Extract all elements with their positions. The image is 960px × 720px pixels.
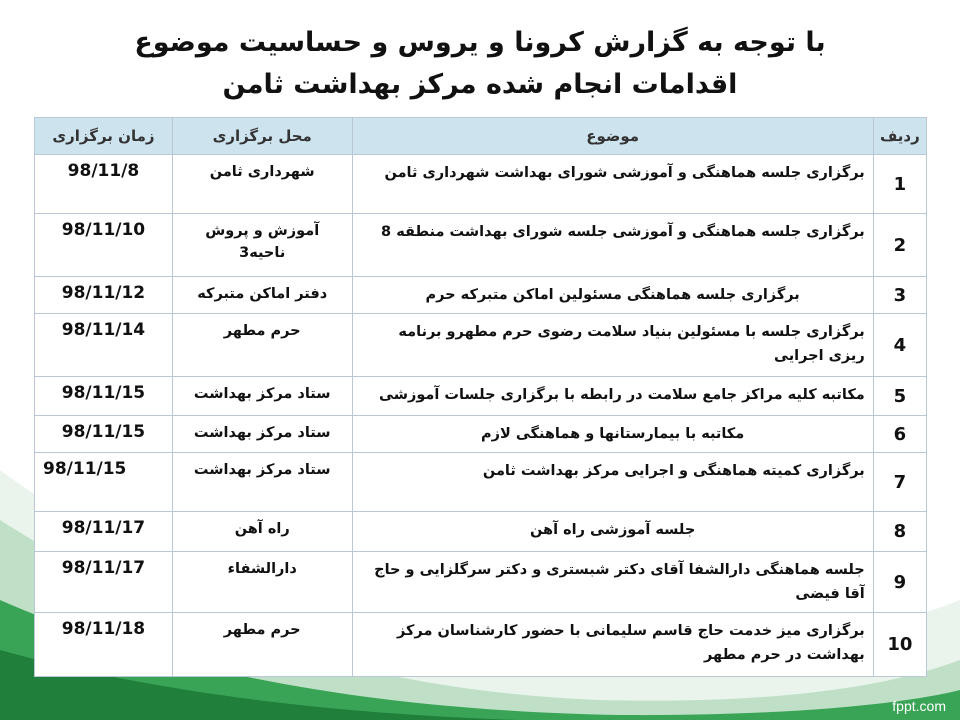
row-subject: مکاتبه با بیمارستانها و هماهنگی لازم [352, 416, 873, 453]
row-place: راه آهن [172, 512, 352, 552]
row-number: 1 [873, 155, 926, 214]
table-row [35, 453, 927, 512]
table-header-row [35, 118, 927, 155]
row-subject: برگزاری جلسه هماهنگی و آموزشی جلسه شورای بهداشت منطقه 8 [352, 214, 873, 277]
page-title-line1: با توجه به گزارش کرونا و یروس و حساسیت موضوع [134, 27, 826, 58]
row-subject: برگزاری میز خدمت حاج قاسم سلیمانی با حضور کارشناسان مرکز بهداشت در حرم مطهر [352, 613, 873, 677]
row-number: 6 [873, 416, 926, 453]
row-time: 98/11/10 [35, 214, 173, 277]
row-number: 2 [873, 214, 926, 277]
table-row [35, 416, 927, 453]
row-place: ستاد مرکز بهداشت [172, 453, 352, 512]
row-time: 98/11/8 [35, 155, 173, 214]
header-time: زمان برگزاری [35, 118, 173, 155]
row-number: 7 [873, 453, 926, 512]
row-place: دارالشفاء [172, 552, 352, 613]
row-subject: برگزاری جلسه با مسئولین بنیاد سلامت رضوی حرم مطهرو برنامه ریزی اجرایی [352, 314, 873, 377]
table-row [35, 155, 927, 214]
table-row [35, 613, 927, 677]
row-place: آموزش و پروش ناحیه3 [172, 214, 352, 277]
actions-table [34, 117, 927, 677]
row-number: 8 [873, 512, 926, 552]
watermark-text: fppt.com [892, 698, 946, 714]
row-place: ستاد مرکز بهداشت [172, 416, 352, 453]
table-row [35, 277, 927, 314]
row-place: حرم مطهر [172, 314, 352, 377]
row-subject: مکاتبه کلیه مراکز جامع سلامت در رابطه با برگزاری جلسات آموزشی [352, 377, 873, 416]
row-time: 98/11/17 [35, 552, 173, 613]
row-place: ستاد مرکز بهداشت [172, 377, 352, 416]
table-row [35, 314, 927, 377]
table-row [35, 552, 927, 613]
header-subject: موضوع [352, 118, 873, 155]
row-place: شهرداری ثامن [172, 155, 352, 214]
row-number: 4 [873, 314, 926, 377]
actions-table-container [34, 117, 927, 677]
row-time: 98/11/17 [35, 512, 173, 552]
row-time: 98/11/15 [35, 453, 173, 512]
row-number: 5 [873, 377, 926, 416]
title-block [120, 22, 840, 106]
page-title-line2: اقدامات انجام شده مرکز بهداشت ثامن [222, 69, 738, 100]
table-row [35, 377, 927, 416]
row-time: 98/11/15 [35, 377, 173, 416]
row-subject: برگزاری جلسه هماهنگی مسئولین اماکن متبرکه حرم [352, 277, 873, 314]
row-subject: برگزاری جلسه هماهنگی و آموزشی شورای بهداشت شهرداری ثامن [352, 155, 873, 214]
row-subject: جلسه آموزشی راه آهن [352, 512, 873, 552]
table-row [35, 512, 927, 552]
row-subject: جلسه هماهنگی دارالشفا آقای دکتر شبستری و دکتر سرگلزایی و حاج آقا فیضی [352, 552, 873, 613]
row-time: 98/11/15 [35, 416, 173, 453]
row-place: حرم مطهر [172, 613, 352, 677]
row-time: 98/11/18 [35, 613, 173, 677]
row-number: 9 [873, 552, 926, 613]
row-time: 98/11/12 [35, 277, 173, 314]
row-number: 3 [873, 277, 926, 314]
table-row [35, 214, 927, 277]
header-row-number: ردیف [873, 118, 926, 155]
row-place: دفتر اماکن متبرکه [172, 277, 352, 314]
row-time: 98/11/14 [35, 314, 173, 377]
header-place: محل برگزاری [172, 118, 352, 155]
row-subject: برگزاری کمیته هماهنگی و اجرایی مرکز بهداشت ثامن [352, 453, 873, 512]
row-number: 10 [873, 613, 926, 677]
